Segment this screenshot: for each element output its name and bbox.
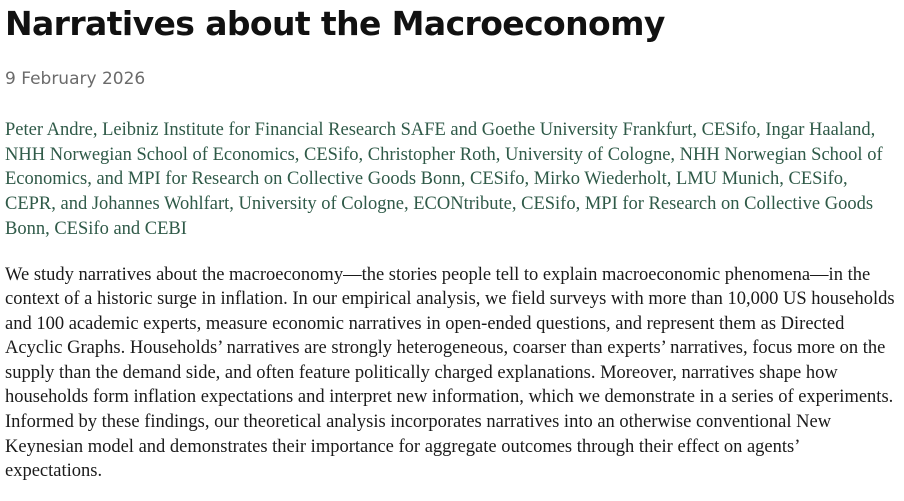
abstract-text: We study narratives about the macroeconomy—the stories people tell to explain macroeconomic phenomena—in the context of a historic surge in inflation. In our empirical analysis, we field surveys with more than 10,000 US households and 100 academic experts, measure economic narratives in open-ended questions, and represent them as Directed Acyclic Graphs. Households’ narratives are strongly heterogeneous, coarser than experts’ narratives, focus more on the supply than the demand side, and often feature politically charged explanations. Moreover, narratives shape how households form inflation expectations and interpret new information, which we demonstrate in a series of experiments. Informed by these findings, our theoretical analysis incorporates narratives into an otherwise conventional New Keynesian model and demonstrates their importance for aggregate outcomes through their effect on agents’ expectations. — [5, 264, 895, 482]
publication-date: 9 February 2026 — [5, 69, 146, 89]
article-page — [5, 0, 898, 484]
author-list: Peter Andre, Leibniz Institute for Financial Research SAFE and Goethe University Frankfurt, CESifo, Ingar Haaland, NHH Norwegian School of Economics, CESifo, Christopher Roth, University of Cologne, NHH Norwegian School of Economics, and MPI for Research on Collective Goods Bonn, CESifo, Mirko Wiederholt, LMU Munich, CESifo, CEPR, and Johannes Wohlfart, University of Cologne, ECONtribute, CESifo, MPI for Research on Collective Goods Bonn, CESifo and CEBI — [5, 120, 883, 239]
article-title: Narratives about the Macroeconomy — [5, 4, 665, 43]
